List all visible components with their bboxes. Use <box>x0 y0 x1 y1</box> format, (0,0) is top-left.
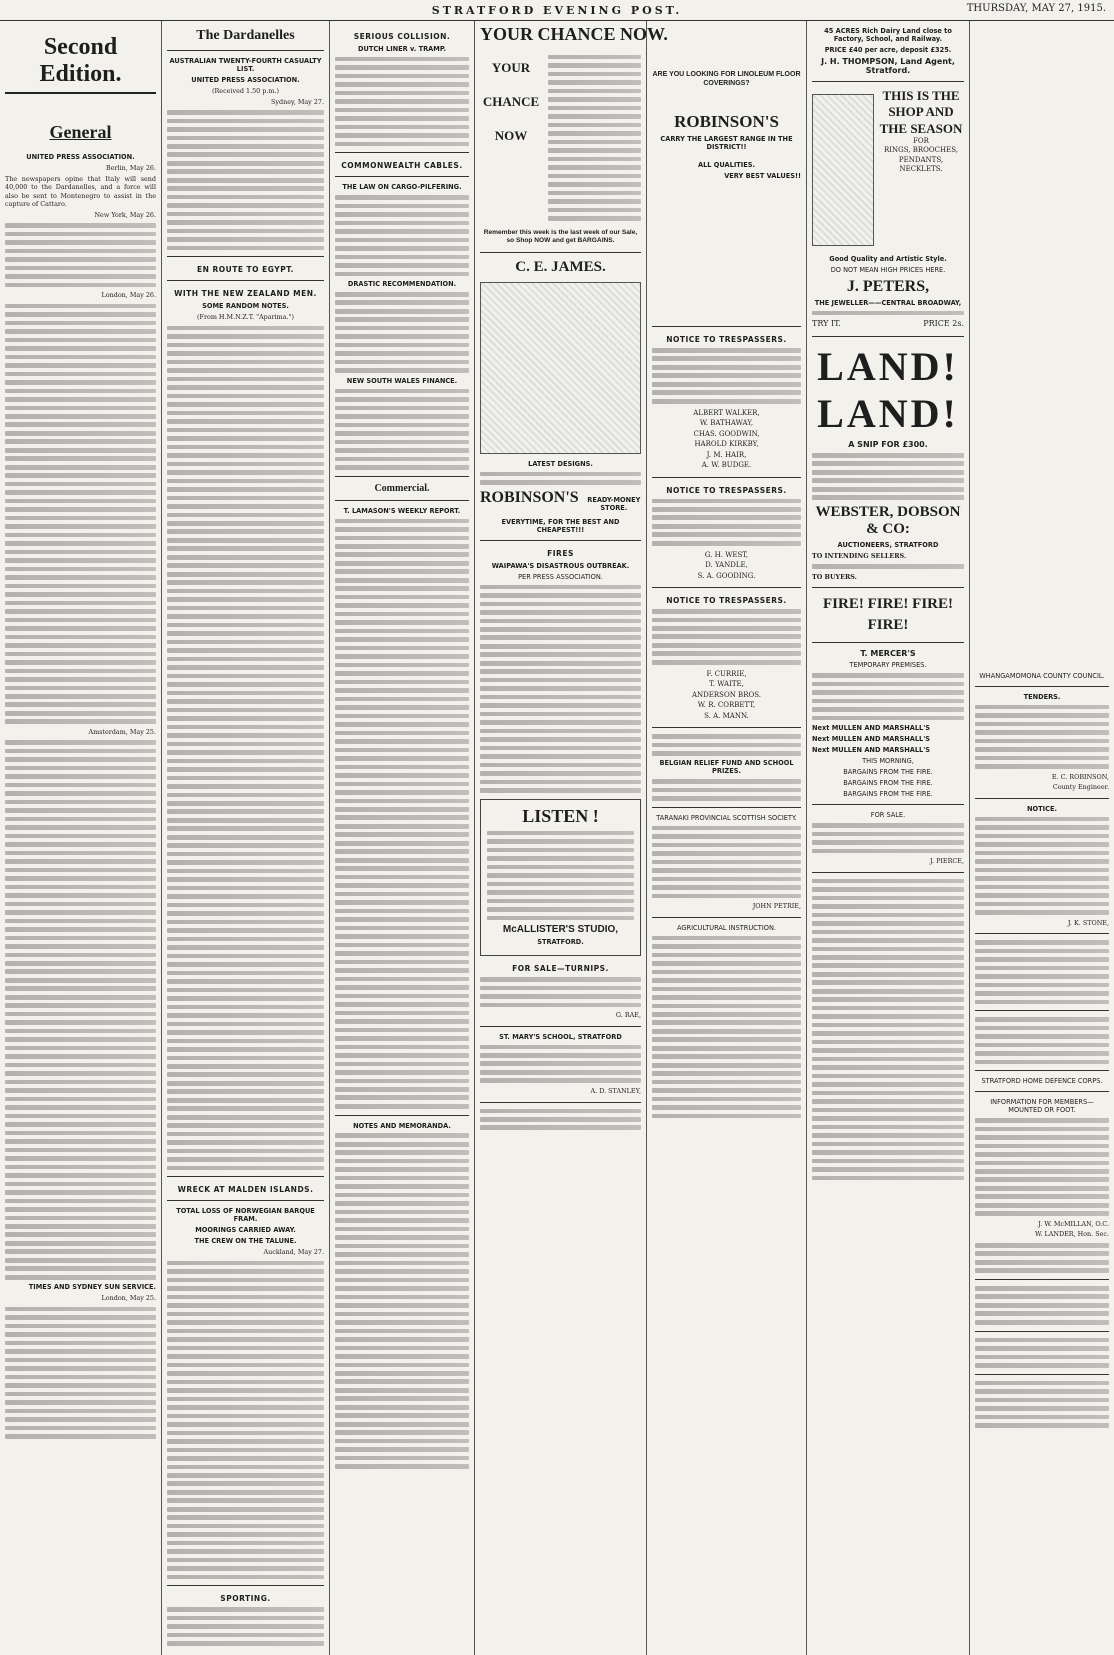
article-text <box>5 304 156 724</box>
subheading: DUTCH LINER v. TRAMP. <box>358 45 446 53</box>
subheading: TARANAKI PROVINCIAL SCOTTISH SOCIETY. <box>656 813 797 822</box>
subheading: WRECK AT MALDEN ISLANDS. <box>177 1185 314 1195</box>
try-it: TRY IT. <box>812 319 841 329</box>
subheading: NEW SOUTH WALES FINANCE. <box>346 376 458 385</box>
subheading: SOME RANDOM NOTES. <box>202 302 289 311</box>
signatory: W. R. CORBETT, <box>697 701 756 710</box>
column-2 <box>162 21 330 1655</box>
best-values: VERY BEST VALUES!! <box>724 172 801 181</box>
acres-ad: 45 ACRES Rich Dairy Land close to Factory, School, and Railway. <box>824 27 952 43</box>
column-5 <box>647 21 807 1655</box>
latest-designs: LATEST DESIGNS. <box>528 459 593 468</box>
ad-robinsons <box>480 489 641 515</box>
shop-illustration <box>812 94 874 246</box>
ad-linoleum <box>652 70 801 320</box>
acres-price: PRICE £40 per acre, deposit £325. <box>824 46 952 54</box>
masthead <box>0 0 1114 21</box>
signatory: ANDERSON BROS. <box>692 690 761 699</box>
ad-chance-text <box>548 51 641 225</box>
mullen: Next MULLEN AND MARSHALL'S <box>812 724 931 733</box>
section-heading: The Dardanelles <box>196 28 295 43</box>
largest-range: CARRY THE LARGEST RANGE IN THE DISTRICT!! <box>660 135 793 152</box>
article-text <box>335 1133 469 1468</box>
advertiser: J. K. STONE, <box>1067 918 1109 927</box>
column-7-spacer <box>975 24 1109 669</box>
intending-sellers: TO INTENDING SELLERS. <box>812 551 907 560</box>
edition-title: Second Edition. <box>5 34 156 94</box>
ad-store: C. E. JAMES. <box>515 258 606 275</box>
notice-heading: NOTICE TO TRESPASSERS. <box>666 596 787 606</box>
mullen: Next MULLEN AND MARSHALL'S <box>812 746 931 755</box>
ad-chance-side: YOUR CHANCE NOW <box>482 60 540 143</box>
subheading: WAIPAWA'S DISASTROUS OUTBREAK. <box>491 561 630 570</box>
for-sale: FOR SALE. <box>870 811 906 820</box>
subheading: AUSTRALIAN TWENTY-FOURTH CASUALTY LIST. <box>169 57 322 73</box>
notice-signatories <box>652 408 801 471</box>
advertiser: E. C. ROBINSON, <box>1051 772 1109 781</box>
advertiser: G. RAE, <box>615 1011 641 1020</box>
notice-signatories <box>652 669 801 722</box>
info-heading: INFORMATION FOR MEMBERS—MOUNTED OR FOOT. <box>990 1098 1094 1115</box>
advertiser: J. PIERCE, <box>929 857 964 866</box>
signatory: S. A. GOODING. <box>697 571 756 580</box>
paper-title: STRATFORD EVENING POST. <box>431 3 683 17</box>
robinsons-name: ROBINSON'S <box>480 488 579 506</box>
article-text <box>167 1261 324 1580</box>
signatory: T. WAITE, <box>709 680 744 689</box>
land-land: LAND! LAND! <box>817 344 959 437</box>
quality-line: Good Quality and Artistic Style. <box>829 255 947 263</box>
ad-chance <box>480 51 641 225</box>
signatory: HAROLD KIRKBY, <box>694 440 759 448</box>
subheading: FIRES <box>547 548 574 558</box>
peters-name: J. PETERS, <box>846 278 930 295</box>
subheading: BELGIAN RELIEF FUND AND SCHOOL PRIZES. <box>659 759 794 776</box>
advertiser: A. D. STANLEY, <box>590 1086 641 1095</box>
temporary-premises: TEMPORARY PREMISES. <box>849 661 927 670</box>
credit-line: TIMES AND SYDNEY SUN SERVICE. <box>28 1283 156 1292</box>
agency-line: UNITED PRESS ASSOCIATION. <box>191 76 300 84</box>
received-line: (Received 1.50 p.m.) <box>212 87 279 95</box>
to-buyers: TO BUYERS. <box>812 572 857 581</box>
article-text <box>167 110 324 250</box>
studio: McALLISTER'S STUDIO, <box>502 924 619 936</box>
signatory: ALBERT WALKER, <box>693 408 760 417</box>
dateline: Amsterdam, May 25. <box>88 727 156 736</box>
column-6 <box>807 21 970 1655</box>
notice-heading: NOTICE TO TRESPASSERS. <box>666 335 787 344</box>
subheading: WITH THE NEW ZEALAND MEN. <box>174 289 317 299</box>
subheading: SERIOUS COLLISION. <box>353 32 451 41</box>
article-text <box>167 1607 324 1646</box>
linoleum-illustration <box>480 282 641 454</box>
dateline: Auckland, May 27. <box>263 1248 324 1257</box>
signatory: D. YANDLE, <box>705 561 748 570</box>
article-text <box>5 1307 156 1439</box>
dateline: New York, May 26. <box>94 210 156 219</box>
fire-headline: FIRE! FIRE! FIRE! FIRE! <box>823 596 953 634</box>
column-3 <box>330 21 475 1655</box>
studio-town: STRATFORD. <box>537 938 584 947</box>
all-qualities: ALL QUALITIES. <box>697 161 756 170</box>
ad-mcallister <box>480 799 641 956</box>
subheading: NOTES AND MEMORANDA. <box>353 1121 451 1130</box>
signatory: F. CURRIE, <box>706 669 747 678</box>
tenders-heading: TENDERS. <box>1023 693 1061 701</box>
article-text <box>335 519 469 1109</box>
agency-line: UNITED PRESS ASSOCIATION. <box>26 153 135 161</box>
article-text <box>5 223 156 287</box>
article-text <box>167 326 324 1171</box>
signatory: S. A. MANN. <box>704 711 749 720</box>
mercer: T. MERCER'S <box>860 649 916 659</box>
signatory: CHAS. GOODWIN, <box>693 429 760 438</box>
subheading: COMMONWEALTH CABLES. <box>341 161 463 171</box>
signatory: W. BATHAWAY, <box>699 419 754 427</box>
robinsons-name: ROBINSON'S <box>674 112 779 132</box>
ready-money: READY-MONEY STORE. <box>587 495 641 512</box>
subheading: Commercial. <box>374 482 430 494</box>
article-text <box>335 292 469 373</box>
subheading: AGRICULTURAL INSTRUCTION. <box>677 923 776 932</box>
notice-heading: NOTICE. <box>1027 804 1057 813</box>
column-1 <box>0 21 162 1655</box>
rings-list: RINGS, BROOCHES, PENDANTS, NECKLETS. <box>884 146 958 173</box>
issue-date: THURSDAY, MAY 27, 1915. <box>966 3 1106 14</box>
linoleum-question: ARE YOU LOOKING FOR LINOLEUM FLOOR COVERINGS? <box>652 71 801 88</box>
column-7 <box>970 21 1114 1655</box>
land-agent: J. H. THOMPSON, Land Agent, Stratford. <box>821 57 955 75</box>
everytime: EVERYTIME, FOR THE BEST AND CHEAPEST!!! <box>501 517 620 534</box>
article-text <box>335 195 469 276</box>
article-text <box>335 389 469 470</box>
article-text <box>5 740 156 1279</box>
dateline: Berlin, May 26. <box>106 164 156 172</box>
ad-peters <box>812 88 964 252</box>
mullen: Next MULLEN AND MARSHALL'S <box>812 735 931 744</box>
signatory: J. M. HAIR, <box>706 450 747 459</box>
subheading: ST. MARY'S SCHOOL, STRATFORD <box>499 1032 622 1041</box>
from-line: (From H.M.N.Z.T. "Aparima.") <box>197 313 294 322</box>
dateline: Sydney, May 27. <box>271 97 324 106</box>
subheading: FOR SALE—TURNIPS. <box>512 964 609 974</box>
advertiser-title: County Engineer. <box>1052 783 1109 792</box>
webster-dobson: WEBSTER, DOBSON & CO: <box>815 503 961 537</box>
signatory: A. W. BUDGE. <box>701 461 752 469</box>
advertiser: JOHN PETRIE, <box>752 902 801 911</box>
council-heading: WHANGAMOMONA COUNTY COUNCIL. <box>979 672 1105 680</box>
bargains: BARGAINS FROM THE FIRE. <box>843 790 933 799</box>
jeweller-line: THE JEWELLER——CENTRAL BROADWAY, <box>814 299 962 307</box>
dateline: London, May 26. <box>101 291 156 300</box>
defence-heading: STRATFORD HOME DEFENCE CORPS. <box>981 1077 1103 1086</box>
columns <box>0 21 1114 1655</box>
high-prices: DO NOT MEAN HIGH PRICES HERE. <box>830 266 946 274</box>
agency-line: PER PRESS ASSOCIATION. <box>518 572 603 581</box>
column-4 <box>475 21 668 1655</box>
auctioneers: AUCTIONEERS, STRATFORD <box>837 540 939 549</box>
listen: LISTEN ! <box>522 805 599 826</box>
for: FOR <box>913 136 929 145</box>
this-morning: THIS MORNING, <box>862 757 914 766</box>
advertiser: W. LANDER, Hon. Sec. <box>1035 1230 1109 1239</box>
notice-heading: NOTICE TO TRESPASSERS. <box>666 485 787 495</box>
ad-remember: Remember this week is the last week of our Sale, so Shop NOW and get BARGAINS. <box>483 228 638 245</box>
snip: A SNIP FOR £300. <box>848 440 928 450</box>
try-price <box>812 319 964 330</box>
dateline: London, May 25. <box>101 1294 156 1303</box>
lead-paragraph: The newspapers opine that Italy will send 40,000 to the Dardanelles, and a force will also be sent to Montenegro to assist in the capture of Cattaro. <box>5 174 156 209</box>
subheading: THE LAW ON CARGO-PILFERING. <box>342 183 462 192</box>
price-2s: PRICE 2s. <box>923 319 964 329</box>
article-text <box>335 57 469 146</box>
bargains: BARGAINS FROM THE FIRE. <box>843 768 933 777</box>
section-heading: General <box>49 122 112 142</box>
subheading: MOORINGS CARRIED AWAY. <box>195 1226 296 1235</box>
signatory: G. H. WEST, <box>704 550 749 559</box>
bargains: BARGAINS FROM THE FIRE. <box>843 779 933 788</box>
subheading: THE CREW ON THE TALUNE. <box>194 1237 297 1246</box>
subheading: T. LAMASON'S WEEKLY REPORT. <box>343 506 461 515</box>
ad-headline: YOUR CHANCE NOW. <box>480 24 668 44</box>
subheading: TOTAL LOSS OF NORWEGIAN BARQUE FRAM. <box>176 1207 315 1224</box>
advertiser: J. W. McMILLAN, O.C. <box>1038 1219 1109 1228</box>
notice-signatories <box>652 550 801 582</box>
subheading: SPORTING. <box>220 1594 271 1604</box>
subheading: DRASTIC RECOMMENDATION. <box>347 280 457 289</box>
subheading: EN ROUTE TO EGYPT. <box>196 265 295 275</box>
shop-season: THIS IS THE SHOP AND THE SEASON <box>879 88 963 136</box>
ad-peters-text <box>878 88 964 252</box>
article-text <box>480 585 641 793</box>
